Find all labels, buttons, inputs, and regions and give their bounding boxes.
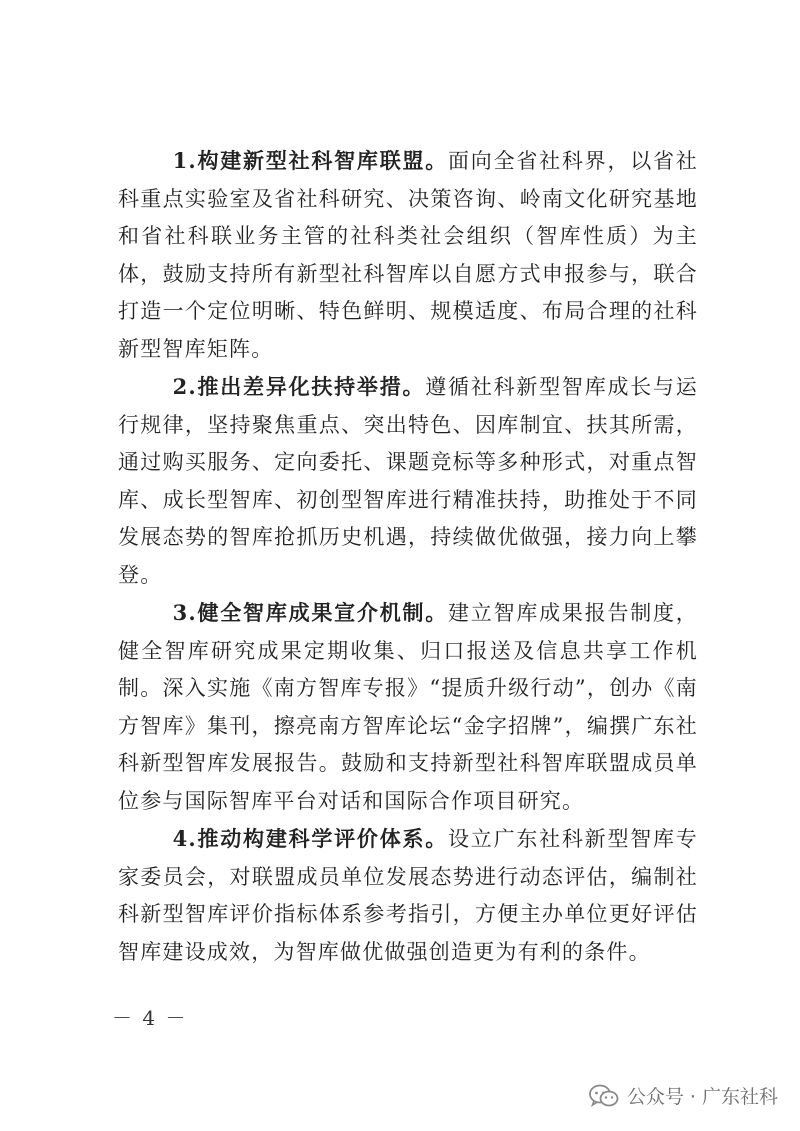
paragraph-3-heading: 3.健全智库成果宣介机制。 [172, 600, 449, 625]
paragraph-3-text: 建立智库成果报告制度，健全智库研究成果定期收集、归口报送及信息共享工作机制。深入实施《南方智库专报》“提质升级行动”，创办《南方智库》集刊，擦亮南方智库论坛“金字招牌”，编撰广东社科新型智库发展报告。鼓励和支持新型社科智库联盟成员单位参与国际智库平台对话和国际合作项目研究。 [118, 601, 698, 813]
paragraph-2-text: 遵循社科新型智库成长与运行规律，坚持聚焦重点、突出特色、因库制宜、扶其所需，通过购买服务、定向委托、课题竞标等多种形式，对重点智库、成长型智库、初创型智库进行精准扶持，助推处于不同发展态势的智库抢抓历史机遇，持续做优做强，接力向上攀登。 [118, 375, 699, 587]
paragraph-1 [118, 142, 698, 368]
paragraph-4-text: 设立广东社科新型智库专家委员会，对联盟成员单位发展态势进行动态评估，编制社科新型智库评价指标体系参考指引，方便主办单位更好评估智库建设成效，为智库做优做强创造更为有利的条件。 [118, 827, 698, 964]
paragraph-3 [118, 594, 698, 820]
wechat-icon [589, 1084, 619, 1108]
page-number: － 4 － [112, 1006, 188, 1030]
watermark-text: 公众号 · 广东社科 [626, 1086, 778, 1108]
paragraph-2 [118, 368, 698, 594]
paragraph-1-text: 面向全省社科界，以省社科重点实验室及省社科研究、决策咨询、岭南文化研究基地和省社科联业务主管的社科类社会组织（智库性质）为主体，鼓励支持所有新型社科智库以自愿方式申报参与，联合打造一个定位明晰、特色鲜明、规模适度、布局合理的社科新型智库矩阵。 [118, 149, 698, 361]
paragraph-2-heading: 2.推出差异化扶持举措。 [172, 374, 426, 399]
paragraph-4 [118, 820, 698, 971]
paragraph-1-heading: 1.构建新型社科智库联盟。 [172, 148, 449, 173]
watermark [589, 1082, 778, 1109]
document-body [118, 142, 698, 971]
paragraph-4-heading: 4.推动构建科学评价体系。 [172, 826, 449, 851]
